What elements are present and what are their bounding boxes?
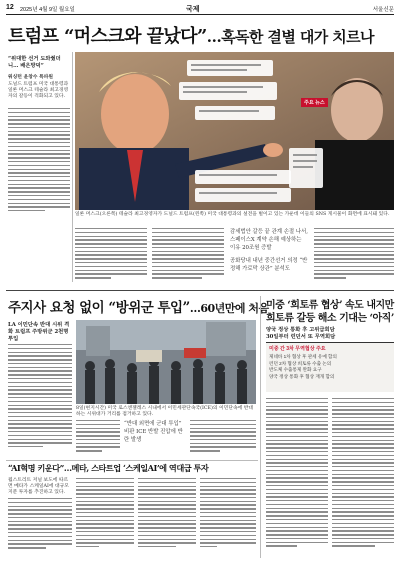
middle-photo xyxy=(76,320,256,404)
top-pull-quotes xyxy=(230,228,308,282)
top-kicker: “위대한 선거 도와줬더니… 배은망덕” xyxy=(8,56,61,69)
bottom-headline[interactable]: “AI혁명 키운다”…메타, 스타트업 ‘스케일AI’에 역대급 투자 xyxy=(8,463,209,473)
top-headline-sub: …혹독한 결별 대가 치르나 xyxy=(206,28,374,46)
bottom-rule xyxy=(6,460,258,461)
right-headline-sub: 희토류 갈등 해소 기대는 ‘아직’ xyxy=(266,313,394,324)
right-body-col1 xyxy=(266,398,328,556)
info-box-item: 양국 정상 통화 후 협상 재개 합의 xyxy=(269,373,335,379)
issue-date: 2025년 4월 9일 월요일 xyxy=(20,7,75,13)
middle-body-col1 xyxy=(8,344,72,454)
middle-photo-caption: 8일(현지시간) 미국 로스앤젤레스 시내에서 이민세관단속국(ICE)의 이민단속에 반대하는 시위대가 거리를 점거하고 있다. xyxy=(76,406,254,417)
top-photo-caption: 일론 머스크(오른쪽) 테슬라 최고경영자가 도널드 트럼프(왼쪽) 미국 대통령과의 설전을 벌이고 있는 가운데 이들의 SNS 게시물이 화면에 표시돼 있다. xyxy=(75,212,390,217)
bottom-body-col1 xyxy=(8,498,72,556)
column-divider xyxy=(72,52,73,282)
info-box-item: 제네바 1차 협상 후 관세 유예 합의 xyxy=(269,354,337,359)
bottom-lead: 월스트리트 저널 보도에 따르면 메타가 스케일AI에 대규모 지분 투자를 추진하고 있다. xyxy=(8,478,69,495)
middle-pull-quote: “반대 외면에 군대 투입” 비판 ICE 반발 진압에 반란 발생 xyxy=(124,421,183,443)
column-divider-right xyxy=(260,296,261,558)
top-body-col4 xyxy=(314,228,394,282)
middle-kicker: LA 이민단속 반대 시위 격화 트럼프 주방위군 2천명 투입 xyxy=(8,322,70,342)
top-lead: 도널드 트럼프 미국 대통령과 일론 머스크 테슬라 최고경영자의 갈등이 격화되고 있다. xyxy=(8,82,69,99)
top-byline: 워싱턴 윤창수 특파원 xyxy=(8,74,54,80)
top-body-col3 xyxy=(152,228,224,282)
middle-body-col2 xyxy=(76,420,120,456)
page-header xyxy=(6,3,394,15)
info-box-items xyxy=(269,354,391,380)
top-pull-quote-1: 감세법안 갈등 끝 관계 손절 나서, 스페이스X 계약 손해 예상하는 이유 20조원 증발 xyxy=(230,229,308,251)
info-box-item: 런던 2차 협상 희토류 수출 논의 xyxy=(269,360,332,366)
right-kicker: 양국 정상 통화 후 고위급회담 xyxy=(266,327,335,333)
top-body-col2 xyxy=(75,228,147,282)
middle-body-col3 xyxy=(190,420,256,456)
photo-tag: 주요 뉴스 xyxy=(301,98,328,107)
bottom-body-col2 xyxy=(76,478,134,556)
bottom-body-col4 xyxy=(200,478,256,556)
right-headline[interactable]: 미중 ‘희토류 협상’ 속도 내지만 xyxy=(266,300,394,311)
top-photo xyxy=(75,52,394,210)
bottom-body-col3 xyxy=(138,478,196,556)
section-name: 국제 xyxy=(186,6,200,13)
middle-headline-sub: …60년만에 처음 xyxy=(189,302,269,315)
info-box-item: 반도체 수출통제 완화 요구 xyxy=(269,367,322,372)
info-box-title: 미중 간 3차 무역협상 주요 xyxy=(269,346,326,352)
middle-headline-main: 주지사 요청 없이 “방위군 투입” xyxy=(8,300,190,316)
protest-illustration xyxy=(76,320,256,404)
top-headline[interactable] xyxy=(8,22,394,46)
middle-headline[interactable] xyxy=(8,296,269,316)
page-number: 12 xyxy=(6,4,14,11)
photo-illustration xyxy=(75,52,394,210)
paper-name: 서울신문 xyxy=(372,7,394,13)
right-body-col2 xyxy=(332,398,394,556)
top-body-col1 xyxy=(8,108,70,216)
top-headline-main: 트럼프 “머스크와 끝났다” xyxy=(8,26,207,47)
right-kicker-2: 30일부터 런던서 또 무역회담 xyxy=(266,334,336,340)
section-rule xyxy=(6,290,394,291)
top-pull-quote-2: 공화당내 내년 중간선거 의정 “반정해 가로막 상관” 분석도 xyxy=(230,258,308,272)
right-info-box xyxy=(266,342,394,392)
